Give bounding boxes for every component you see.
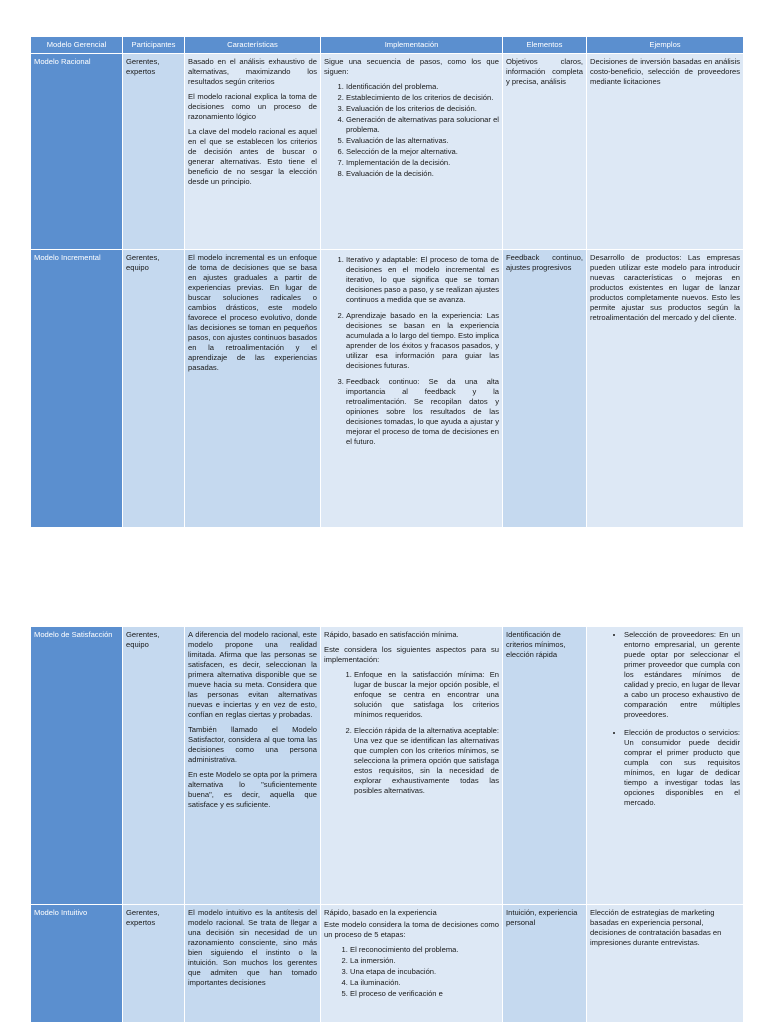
incremental-participants: Gerentes, equipo bbox=[123, 250, 185, 528]
satisfaccion-elements: Identificación de criterios mínimos, elección rápida bbox=[503, 627, 587, 905]
row-racional bbox=[31, 54, 744, 250]
list-item: • Elección de productos o servicios: Un consumidor puede decidir comprar el primer producto que cumpla con sus requisitos mínimos, en lugar de dedicar tiempo a investigar todas las opciones disponibles en el mercado. bbox=[624, 728, 740, 808]
intuitivo-characteristics bbox=[185, 905, 321, 1023]
list-item: 4. Generación de alternativas para solucionar el problema. bbox=[346, 115, 499, 135]
header-implementacion: Implementación bbox=[321, 37, 503, 54]
satisfaccion-implementation bbox=[321, 627, 503, 905]
incremental-char: El modelo incremental es un enfoque de toma de decisiones que se basa en ajustes graduales a partir de experiencias previas. En lugar de buscar soluciones radicales o cambios drásticos, este modelo favorece el proceso evolutivo, donde las decisiones se toman en pequeños pasos, con ajustes continuos basados en la retroalimentación y el aprendizaje de las experiencias pasadas. bbox=[188, 253, 317, 373]
list-item: 2. Elección rápida de la alternativa aceptable: Una vez que se identifican las alternativas que cumplen con los criterios mínimos, se selecciona la primera opción que satisfaga estos requisitos, sin la necesidad de explorar exhaustivamente todas las posibles alternativas. bbox=[354, 726, 499, 796]
list-item: • Selección de proveedores: En un entorno empresarial, un gerente puede optar por seleccionar el primer proveedor que cumpla con los estándares mínimos de calidad y precio, en lugar de llevar a cabo un proceso exhaustivo de comparación entre múltiples proveedores. bbox=[624, 630, 740, 720]
intuitivo-elements: Intuición, experiencia personal bbox=[503, 905, 587, 1023]
list-item: 7. Implementación de la decisión. bbox=[346, 158, 499, 168]
header-elementos: Elementos bbox=[503, 37, 587, 54]
incremental-name: Modelo Incremental bbox=[31, 250, 123, 528]
satisfaccion-impl-intro: Rápido, basado en satisfacción mínima. bbox=[324, 630, 459, 639]
satisfaccion-examples-list bbox=[590, 630, 740, 808]
list-item: 6. Selección de la mejor alternativa. bbox=[346, 147, 499, 157]
racional-characteristics bbox=[185, 54, 321, 250]
list-item: 5. Evaluación de las alternativas. bbox=[346, 136, 499, 146]
racional-steps-list bbox=[324, 82, 499, 179]
decision-models-table-bottom bbox=[30, 626, 744, 1023]
list-item: 1. Iterativo y adaptable: El proceso de toma de decisiones en el modelo incremental es iterativo, lo que significa que se toman decisiones paso a paso, y se realizan ajustes continuos a medida que se avanza. bbox=[346, 255, 499, 305]
racional-elements: Objetivos claros, información completa y precisa, análisis bbox=[503, 54, 587, 250]
list-item: 2. Establecimiento de los criterios de decisión. bbox=[346, 93, 499, 103]
list-item: 1. Identificación del problema. bbox=[346, 82, 499, 92]
satisfaccion-char-2: También llamado el Modelo Satisfactor, considera al que toma las decisiones como una persona administrativa. bbox=[188, 725, 317, 765]
racional-examples: Decisiones de inversión basadas en análisis costo-beneficio, selección de proveedores mediante licitaciones bbox=[587, 54, 744, 250]
header-ejemplos: Ejemplos bbox=[587, 37, 744, 54]
list-item: 4. La iluminación. bbox=[350, 978, 499, 988]
header-caracteristicas: Características bbox=[185, 37, 321, 54]
list-item: 5. El proceso de verificación e bbox=[350, 989, 499, 999]
intuitivo-examples: Elección de estrategias de marketing basadas en experiencia personal, decisiones de contratación basadas en impresiones durante entrevistas. bbox=[587, 905, 744, 1023]
racional-implementation bbox=[321, 54, 503, 250]
list-item: 8. Evaluación de la decisión. bbox=[346, 169, 499, 179]
intuitivo-implementation bbox=[321, 905, 503, 1023]
incremental-implementation bbox=[321, 250, 503, 528]
intuitivo-name: Modelo Intuitivo bbox=[31, 905, 123, 1023]
satisfaccion-char-3: En este Modelo se opta por la primera alternativa lo "suficientemente buena", es decir, aquella que satisface y es suficiente. bbox=[188, 770, 317, 810]
header-modelo: Modelo Gerencial bbox=[31, 37, 123, 54]
racional-participants: Gerentes, expertos bbox=[123, 54, 185, 250]
satisfaccion-examples bbox=[587, 627, 744, 905]
list-item: 3. Una etapa de incubación. bbox=[350, 967, 499, 977]
row-satisfaccion bbox=[31, 627, 744, 905]
decision-models-table-top bbox=[30, 36, 744, 528]
row-intuitivo bbox=[31, 905, 744, 1023]
satisfaccion-steps-list bbox=[324, 670, 499, 796]
incremental-elements: Feedback continuo, ajustes progresivos bbox=[503, 250, 587, 528]
satisfaccion-char-1: A diferencia del modelo racional, este modelo propone una realidad limitada. Afirma que las personas se satisfacen, es decir, seleccionan la primera alternativa disponible que se mueve hacia su meta. Considera que las personas evitan alternativas nuevas e inciertas y en vez de esto, confían en reglas ciertas y probadas. bbox=[188, 630, 317, 720]
header-participantes: Participantes bbox=[123, 37, 185, 54]
list-item: 1. Enfoque en la satisfacción mínima: En lugar de buscar la mejor opción posible, el enfoque se centra en encontrar una solución que satisfaga los criterios mínimos requeridos. bbox=[354, 670, 499, 720]
racional-char-1: Basado en el análisis exhaustivo de alternativas, maximizando los resultados según criterios bbox=[188, 57, 317, 87]
list-item: 3. Evaluación de los criterios de decisión. bbox=[346, 104, 499, 114]
satisfaccion-impl-intro2: Este considera los siguientes aspectos para su implementación: bbox=[324, 645, 499, 665]
row-incremental bbox=[31, 250, 744, 528]
incremental-characteristics bbox=[185, 250, 321, 528]
racional-char-3: La clave del modelo racional es aquel en el que se establecen los criterios de decisión antes de buscar o generar alternativas. Esto tiene el beneficio de no sesgar la elección desde un principio. bbox=[188, 127, 317, 187]
list-item: 1. El reconocimiento del problema. bbox=[350, 945, 499, 955]
racional-name: Modelo Racional bbox=[31, 54, 123, 250]
satisfaccion-name: Modelo de Satisfacción bbox=[31, 627, 123, 905]
list-item: 2. Aprendizaje basado en la experiencia: Las decisiones se basan en la experiencia acumulada a lo largo del tiempo. Esto implica aprender de los éxitos y fracasos pasados, y utilizar esa información para guiar las decisiones futuras. bbox=[346, 311, 499, 371]
table-header-row bbox=[31, 37, 744, 54]
list-item: 2. La inmersión. bbox=[350, 956, 499, 966]
incremental-steps-list bbox=[324, 255, 499, 447]
intuitivo-impl-intro: Rápido, basado en la experiencia bbox=[324, 908, 437, 917]
intuitivo-impl-intro2: Este modelo considera la toma de decisiones como un proceso de 5 etapas: bbox=[324, 920, 499, 940]
intuitivo-char: El modelo intuitivo es la antítesis del modelo racional. Se trata de llegar a una decisión sin necesidad de un razonamiento consciente, sino más bien siguiendo el instinto o la intuición. Son muchos los gerentes que admiten que han tomado importantes decisiones bbox=[188, 908, 317, 988]
racional-char-2: El modelo racional explica la toma de decisiones como un proceso de razonamiento lógico bbox=[188, 92, 317, 122]
satisfaccion-participants: Gerentes, equipo bbox=[123, 627, 185, 905]
intuitivo-participants: Gerentes, expertos bbox=[123, 905, 185, 1023]
satisfaccion-characteristics bbox=[185, 627, 321, 905]
intuitivo-steps-list bbox=[324, 945, 499, 999]
racional-impl-intro: Sigue una secuencia de pasos, como los que siguen: bbox=[324, 57, 499, 77]
incremental-examples: Desarrollo de productos: Las empresas pueden utilizar este modelo para introducir nuevas características o mejoras en productos existentes en lugar de lanzar productos completamente nuevos. Esto les permite ajustar sus productos según la retroalimentación del mercado y del cliente. bbox=[587, 250, 744, 528]
list-item: 3. Feedback continuo: Se da una alta importancia al feedback y la retroalimentación. Se recopilan datos y opiniones sobre los resultados de las decisiones tomadas, lo que ayuda a ajustar y mejorar el proceso de toma de decisiones en el futuro. bbox=[346, 377, 499, 447]
